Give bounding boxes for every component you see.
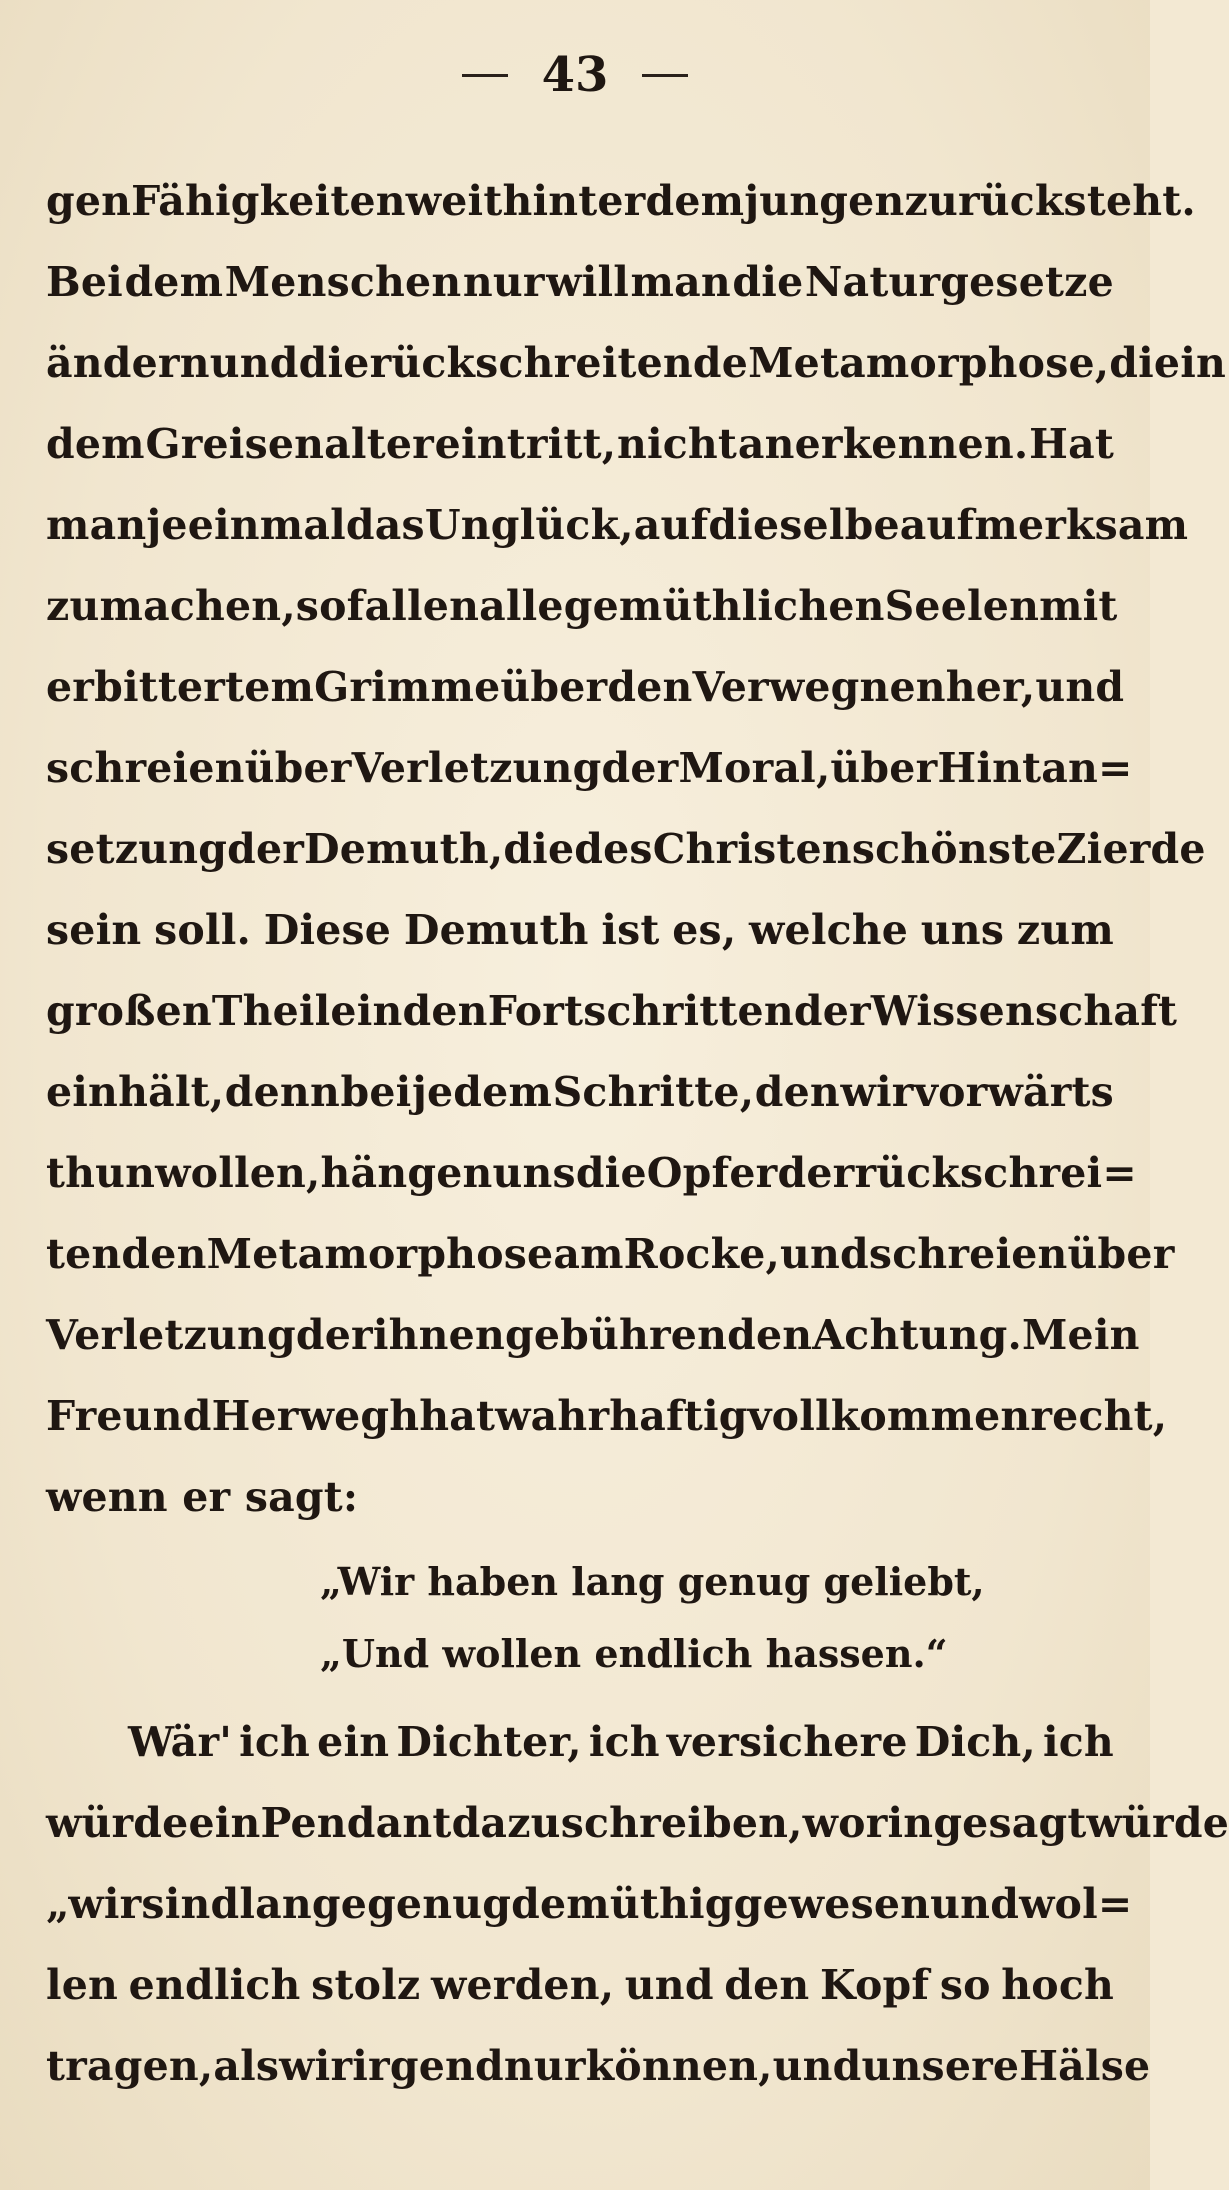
text-line: wenn er sagt:: [46, 1472, 359, 1521]
text-line: man je einmal das Unglück, auf dieselbe aufmerksam: [46, 500, 1189, 549]
text-line: sein soll. Diese Demuth ist es, welche uns zum: [46, 905, 1114, 954]
left-dash: [462, 74, 508, 77]
right-dash: [642, 74, 688, 77]
text-line: einhält, denn bei jedem Schritte, den wir vorwärts: [46, 1067, 1114, 1116]
text-line: setzung der Demuth, die des Christen schönste Zierde: [46, 824, 1206, 873]
text-line: würde ein Pendant dazu schreiben, worin gesagt würde: [46, 1798, 1229, 1847]
text-line: schreien über Verletzung der Moral, über Hintan=: [46, 743, 1133, 792]
text-line: gen Fähigkeiten weit hinter dem jungen zurücksteht.: [46, 176, 1196, 225]
paragraph-1: [46, 160, 1226, 1537]
text-line: Freund Herwegh hat wahrhaftig vollkommen recht,: [46, 1391, 1168, 1440]
text-line: Wär' ich ein Dichter, ich versichere Dich, ich: [128, 1717, 1114, 1766]
text-line: großen Theile in den Fortschritten der Wissenschaft: [46, 986, 1178, 1035]
text-line: „wir sind lange genug demüthig gewesen und wol=: [46, 1879, 1133, 1928]
text-line: tenden Metamorphose am Rocke, und schreien über: [46, 1229, 1175, 1278]
page-header: [0, 40, 1150, 110]
text-line: dem Greisenalter eintritt, nicht anerkennen. Hat: [46, 419, 1114, 468]
paragraph-2: [46, 1701, 1229, 2106]
verse-quote: [320, 1545, 1020, 1689]
text-line: erbittertem Grimme über den Verwegnen her, und: [46, 662, 1125, 711]
text-line: Bei dem Menschen nur will man die Naturgesetze: [46, 257, 1114, 306]
text-line: zu machen, so fallen alle gemüthlichen Seelen mit: [46, 581, 1118, 630]
verse-line: „Und wollen endlich hassen.“: [320, 1630, 948, 1676]
text-line: len endlich stolz werden, und den Kopf so hoch: [46, 1960, 1114, 2009]
text-line: ändern und die rückschreitende Metamorphose, die in: [46, 338, 1226, 387]
text-line: Verletzung der ihnen gebührenden Achtung. Mein: [46, 1310, 1140, 1359]
text-line: thun wollen, hängen uns die Opfer der rückschrei=: [46, 1148, 1137, 1197]
text-line: tragen, als wir irgend nur können, und unsere Hälse: [46, 2041, 1151, 2090]
page-number: 43: [541, 47, 609, 103]
verse-line: „Wir haben lang genug geliebt,: [320, 1558, 985, 1604]
